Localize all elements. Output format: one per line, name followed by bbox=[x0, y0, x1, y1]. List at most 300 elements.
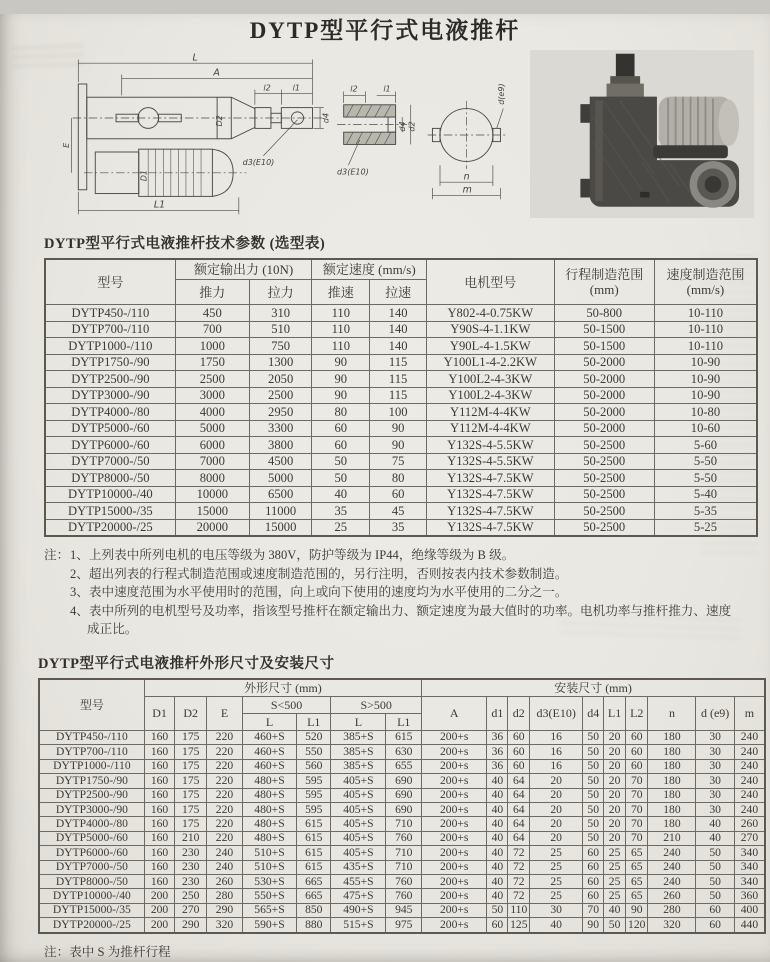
value-cell: 340 bbox=[734, 875, 765, 889]
value-cell: Y90S-4-1.1KW bbox=[427, 321, 554, 338]
value-cell: 385+S bbox=[331, 730, 386, 744]
value-cell: 60 bbox=[487, 918, 508, 933]
value-cell: 595 bbox=[297, 788, 331, 802]
value-cell: 690 bbox=[386, 774, 422, 788]
table-row bbox=[45, 453, 757, 470]
value-cell: 750 bbox=[249, 338, 312, 355]
value-cell: 690 bbox=[386, 788, 422, 802]
value-cell: 20 bbox=[604, 730, 626, 744]
value-cell: 220 bbox=[207, 759, 243, 773]
spec-table-header bbox=[45, 259, 757, 305]
value-cell: 240 bbox=[648, 875, 696, 889]
value-cell: 405+S bbox=[331, 831, 386, 845]
value-cell: 50 bbox=[583, 788, 604, 802]
value-cell: 595 bbox=[297, 774, 331, 788]
value-cell: 240 bbox=[207, 860, 243, 874]
value-cell: 510+S bbox=[242, 860, 296, 874]
value-cell: 50 bbox=[696, 846, 734, 860]
value-cell: 560 bbox=[297, 759, 331, 773]
dimension-table-note: 注：表中 S 为推杆行程 bbox=[44, 944, 171, 959]
value-cell: 200 bbox=[144, 889, 174, 903]
value-cell: 5-35 bbox=[654, 503, 757, 520]
value-cell: 40 bbox=[487, 817, 508, 831]
value-cell: 180 bbox=[648, 817, 696, 831]
value-cell: 20 bbox=[604, 817, 626, 831]
value-cell: 260 bbox=[207, 875, 243, 889]
value-cell: 110 bbox=[312, 321, 370, 338]
model-cell: DYTP20000-/25 bbox=[45, 519, 175, 536]
scanned-catalog-page bbox=[0, 14, 770, 962]
value-cell: 64 bbox=[508, 831, 530, 845]
value-cell: Y132S-4-7.5KW bbox=[427, 486, 554, 503]
model-cell: DYTP5000-/60 bbox=[39, 831, 144, 845]
value-cell: 15000 bbox=[249, 519, 312, 536]
value-cell: 60 bbox=[625, 759, 648, 773]
value-cell: 50 bbox=[583, 803, 604, 817]
dim-label-d4: d4 bbox=[321, 112, 331, 124]
note-item: 3、表中速度范围为水平使用时的范围，向上或向下使用的速度均为水平使用的二分之一。 bbox=[70, 585, 568, 600]
table-row bbox=[45, 354, 757, 371]
model-cell: DYTP15000-/35 bbox=[45, 503, 175, 520]
value-cell: 175 bbox=[175, 774, 207, 788]
table-row bbox=[39, 846, 765, 860]
col-header-L-lt: L bbox=[242, 713, 296, 730]
value-cell: 40 bbox=[487, 889, 508, 903]
value-cell: 665 bbox=[297, 875, 331, 889]
value-cell: 30 bbox=[696, 745, 734, 759]
value-cell: 50 bbox=[696, 889, 734, 903]
page-title: DYTP型平行式电液推杆 bbox=[249, 18, 521, 43]
value-cell: 5-50 bbox=[654, 453, 757, 470]
table-row bbox=[45, 338, 757, 355]
model-cell: DYTP5000-/60 bbox=[45, 420, 175, 437]
value-cell: 50 bbox=[696, 875, 734, 889]
value-cell: 90 bbox=[370, 420, 427, 437]
stroke-range-line2: (mm) bbox=[589, 282, 619, 297]
value-cell: 50 bbox=[583, 730, 604, 744]
value-cell: 200 bbox=[144, 903, 174, 917]
value-cell: 405+S bbox=[331, 774, 386, 788]
value-cell: 320 bbox=[648, 918, 696, 933]
value-cell: 60 bbox=[696, 903, 734, 917]
value-cell: 340 bbox=[734, 846, 765, 860]
value-cell: 160 bbox=[144, 745, 174, 759]
model-cell: DYTP6000-/60 bbox=[45, 437, 175, 454]
value-cell: 90 bbox=[312, 371, 370, 388]
value-cell: 16 bbox=[530, 730, 583, 744]
value-cell: 270 bbox=[734, 831, 765, 845]
value-cell: 50 bbox=[487, 903, 508, 917]
notes-label: 注： bbox=[44, 548, 70, 562]
value-cell: 160 bbox=[144, 860, 174, 874]
ring-view-outline bbox=[428, 101, 505, 169]
value-cell: 405+S bbox=[331, 846, 386, 860]
value-cell: 10-110 bbox=[654, 338, 757, 355]
value-cell: 595 bbox=[297, 803, 331, 817]
value-cell: 240 bbox=[734, 803, 765, 817]
value-cell: 340 bbox=[734, 860, 765, 874]
value-cell: 20 bbox=[530, 817, 583, 831]
col-header-A: A bbox=[422, 696, 487, 730]
value-cell: 615 bbox=[297, 831, 331, 845]
value-cell: 25 bbox=[604, 875, 626, 889]
value-cell: 220 bbox=[207, 745, 243, 759]
value-cell: 50 bbox=[583, 817, 604, 831]
table-row bbox=[39, 889, 765, 903]
value-cell: 75 bbox=[370, 453, 427, 470]
value-cell: 6500 bbox=[249, 486, 312, 503]
value-cell: 60 bbox=[583, 889, 604, 903]
table-row bbox=[45, 321, 757, 338]
dim-label-D2: D2 bbox=[214, 115, 224, 127]
value-cell: 475+S bbox=[331, 889, 386, 903]
value-cell: 385+S bbox=[331, 759, 386, 773]
value-cell: 50-2000 bbox=[554, 371, 654, 388]
value-cell: 90 bbox=[625, 903, 648, 917]
value-cell: 4500 bbox=[249, 453, 312, 470]
value-cell: 6000 bbox=[175, 437, 249, 454]
value-cell: 50 bbox=[312, 453, 370, 470]
value-cell: 200+s bbox=[422, 846, 487, 860]
table-row bbox=[45, 371, 757, 388]
table-row bbox=[39, 745, 765, 759]
value-cell: Y90L-4-1.5KW bbox=[427, 338, 554, 355]
value-cell: 160 bbox=[144, 846, 174, 860]
value-cell: 50-1500 bbox=[554, 321, 654, 338]
value-cell: 25 bbox=[530, 846, 583, 860]
table-row bbox=[39, 903, 765, 917]
value-cell: 530+S bbox=[242, 875, 296, 889]
table-row bbox=[45, 486, 757, 503]
value-cell: 160 bbox=[144, 774, 174, 788]
value-cell: 20 bbox=[604, 774, 626, 788]
value-cell: 36 bbox=[487, 759, 508, 773]
value-cell: 60 bbox=[312, 420, 370, 437]
value-cell: 70 bbox=[625, 774, 648, 788]
col-header-model: 型号 bbox=[39, 679, 144, 731]
value-cell: 60 bbox=[508, 730, 530, 744]
table-row bbox=[39, 759, 765, 773]
value-cell: 480+S bbox=[242, 817, 296, 831]
col-group-outline-dims: 外形尺寸 (mm) bbox=[144, 679, 421, 697]
value-cell: 200+s bbox=[422, 817, 487, 831]
model-cell: DYTP8000-/50 bbox=[45, 470, 175, 487]
value-cell: 25 bbox=[530, 860, 583, 874]
value-cell: 615 bbox=[386, 730, 422, 744]
value-cell: 70 bbox=[625, 831, 648, 845]
value-cell: 460+S bbox=[242, 745, 296, 759]
value-cell: 60 bbox=[312, 437, 370, 454]
value-cell: 64 bbox=[508, 774, 530, 788]
model-cell: DYTP10000-/40 bbox=[45, 486, 175, 503]
value-cell: 480+S bbox=[242, 803, 296, 817]
dim-label-l2: l2 bbox=[263, 83, 271, 93]
value-cell: 200+s bbox=[422, 903, 487, 917]
value-cell: 30 bbox=[530, 903, 583, 917]
value-cell: 240 bbox=[734, 788, 765, 802]
value-cell: 260 bbox=[734, 817, 765, 831]
model-cell: DYTP700-/110 bbox=[39, 745, 144, 759]
value-cell: 140 bbox=[370, 305, 427, 322]
model-cell: DYTP20000-/25 bbox=[39, 918, 144, 933]
value-cell: 115 bbox=[370, 371, 427, 388]
value-cell: 80 bbox=[370, 470, 427, 487]
value-cell: 10-110 bbox=[654, 321, 757, 338]
table-row bbox=[39, 817, 765, 831]
dim-label-ring-m: m bbox=[462, 184, 472, 196]
value-cell: 160 bbox=[144, 875, 174, 889]
table-row bbox=[39, 875, 765, 889]
value-cell: 4000 bbox=[175, 404, 249, 421]
value-cell: 220 bbox=[207, 730, 243, 744]
value-cell: 210 bbox=[175, 831, 207, 845]
value-cell: 50-2000 bbox=[554, 420, 654, 437]
value-cell: 50-2500 bbox=[554, 470, 654, 487]
value-cell: 360 bbox=[734, 889, 765, 903]
product-photo bbox=[524, 50, 760, 218]
value-cell: 180 bbox=[648, 745, 696, 759]
value-cell: 65 bbox=[625, 860, 648, 874]
col-header-d1: d1 bbox=[487, 696, 508, 730]
col-group-s-gt-500: S>500 bbox=[331, 696, 422, 713]
value-cell: 220 bbox=[207, 803, 243, 817]
value-cell: 30 bbox=[696, 730, 734, 744]
dim-label-sec-d4: d4 bbox=[398, 121, 408, 132]
value-cell: Y100L2-4-3KW bbox=[427, 387, 554, 404]
table-row bbox=[45, 470, 757, 487]
value-cell: 60 bbox=[583, 846, 604, 860]
value-cell: 65 bbox=[625, 889, 648, 903]
technical-drawing bbox=[56, 50, 518, 220]
col-header-D1: D1 bbox=[144, 696, 174, 730]
model-cell: DYTP15000-/35 bbox=[39, 903, 144, 917]
col-header-model: 型号 bbox=[45, 259, 175, 305]
value-cell: Y132S-4-5.5KW bbox=[427, 453, 554, 470]
value-cell: 10-90 bbox=[654, 354, 757, 371]
value-cell: 20 bbox=[530, 774, 583, 788]
value-cell: 220 bbox=[207, 831, 243, 845]
value-cell: 72 bbox=[508, 875, 530, 889]
dim-label-sec-l2: l2 bbox=[350, 84, 358, 94]
dim-label-L: L bbox=[192, 52, 198, 64]
col-header-L1-gt: L1 bbox=[386, 713, 422, 730]
value-cell: 70 bbox=[625, 817, 648, 831]
value-cell: 110 bbox=[312, 338, 370, 355]
value-cell: 50-2000 bbox=[554, 354, 654, 371]
value-cell: 70 bbox=[625, 803, 648, 817]
value-cell: 180 bbox=[648, 730, 696, 744]
model-cell: DYTP1000-/110 bbox=[45, 338, 175, 355]
value-cell: 460+S bbox=[242, 730, 296, 744]
value-cell: 110 bbox=[508, 903, 530, 917]
table-row bbox=[39, 788, 765, 802]
value-cell: 10000 bbox=[175, 486, 249, 503]
value-cell: 240 bbox=[734, 774, 765, 788]
table-row bbox=[39, 860, 765, 874]
value-cell: 20 bbox=[604, 803, 626, 817]
value-cell: 200+s bbox=[422, 918, 487, 933]
value-cell: 200+s bbox=[422, 831, 487, 845]
dim-label-A: A bbox=[213, 67, 220, 79]
value-cell: 615 bbox=[297, 817, 331, 831]
value-cell: 615 bbox=[297, 846, 331, 860]
value-cell: 460+S bbox=[242, 759, 296, 773]
value-cell: 65 bbox=[625, 846, 648, 860]
value-cell: 710 bbox=[386, 860, 422, 874]
value-cell: 50 bbox=[312, 470, 370, 487]
dim-label-E: E bbox=[61, 142, 71, 148]
value-cell: 230 bbox=[175, 846, 207, 860]
value-cell: 480+S bbox=[242, 774, 296, 788]
value-cell: 200+s bbox=[422, 889, 487, 903]
value-cell: 945 bbox=[386, 903, 422, 917]
value-cell: 760 bbox=[386, 831, 422, 845]
value-cell: 200+s bbox=[422, 788, 487, 802]
value-cell: 50-1500 bbox=[554, 338, 654, 355]
value-cell: 60 bbox=[370, 486, 427, 503]
model-cell: DYTP2500-/90 bbox=[39, 788, 144, 802]
value-cell: 200+s bbox=[422, 774, 487, 788]
col-header-pull-force: 拉力 bbox=[249, 280, 312, 305]
value-cell: 72 bbox=[508, 846, 530, 860]
dim-label-sec-l1: l1 bbox=[383, 84, 391, 94]
model-cell: DYTP1750-/90 bbox=[45, 354, 175, 371]
value-cell: 435+S bbox=[331, 860, 386, 874]
value-cell: 10-80 bbox=[654, 404, 757, 421]
value-cell: 480+S bbox=[242, 788, 296, 802]
value-cell: 180 bbox=[648, 803, 696, 817]
value-cell: 630 bbox=[386, 745, 422, 759]
value-cell: 200+s bbox=[422, 745, 487, 759]
value-cell: 240 bbox=[734, 759, 765, 773]
value-cell: 160 bbox=[144, 831, 174, 845]
dim-label-L1: L1 bbox=[153, 199, 166, 211]
value-cell: 5000 bbox=[175, 420, 249, 437]
table-row bbox=[39, 803, 765, 817]
value-cell: 40 bbox=[487, 774, 508, 788]
table-row bbox=[45, 503, 757, 520]
value-cell: 35 bbox=[312, 503, 370, 520]
value-cell: 2050 bbox=[249, 371, 312, 388]
value-cell: 230 bbox=[175, 860, 207, 874]
col-header-pull-speed: 拉速 bbox=[370, 280, 427, 305]
dim-label-sec-d3: d3(E10) bbox=[337, 167, 369, 177]
value-cell: 175 bbox=[175, 803, 207, 817]
value-cell: 140 bbox=[370, 338, 427, 355]
value-cell: 405+S bbox=[331, 788, 386, 802]
value-cell: 200+s bbox=[422, 730, 487, 744]
value-cell: 975 bbox=[386, 918, 422, 933]
value-cell: 50-2500 bbox=[554, 486, 654, 503]
stroke-range-line1: 行程制造范围 bbox=[565, 267, 644, 282]
value-cell: 5-25 bbox=[654, 519, 757, 536]
value-cell: 50 bbox=[583, 831, 604, 845]
value-cell: 115 bbox=[370, 354, 427, 371]
value-cell: 180 bbox=[648, 774, 696, 788]
model-cell: DYTP6000-/60 bbox=[39, 846, 144, 860]
value-cell: 60 bbox=[625, 745, 648, 759]
value-cell: 850 bbox=[297, 903, 331, 917]
value-cell: 1750 bbox=[175, 354, 249, 371]
value-cell: 665 bbox=[297, 889, 331, 903]
value-cell: 60 bbox=[583, 860, 604, 874]
value-cell: 700 bbox=[175, 321, 249, 338]
col-group-s-lt-500: S<500 bbox=[242, 696, 331, 713]
value-cell: 240 bbox=[734, 730, 765, 744]
value-cell: 80 bbox=[312, 404, 370, 421]
spec-table bbox=[44, 258, 758, 537]
value-cell: 20 bbox=[604, 831, 626, 845]
value-cell: Y100L2-4-3KW bbox=[427, 371, 554, 388]
value-cell: 200 bbox=[144, 918, 174, 933]
value-cell: 175 bbox=[175, 788, 207, 802]
value-cell: 50 bbox=[696, 860, 734, 874]
value-cell: 50-800 bbox=[554, 305, 654, 322]
value-cell: 565+S bbox=[242, 903, 296, 917]
value-cell: 45 bbox=[370, 503, 427, 520]
col-header-push-speed: 推速 bbox=[312, 280, 370, 305]
value-cell: 160 bbox=[144, 803, 174, 817]
value-cell: 160 bbox=[144, 730, 174, 744]
col-header-d2: d2 bbox=[508, 696, 530, 730]
col-header-L-gt: L bbox=[331, 713, 386, 730]
side-view-dimensions bbox=[72, 59, 324, 214]
value-cell: 50 bbox=[604, 918, 626, 933]
value-cell: 25 bbox=[604, 846, 626, 860]
figure-row bbox=[56, 50, 762, 222]
col-header-D2: D2 bbox=[175, 696, 207, 730]
value-cell: 90 bbox=[370, 437, 427, 454]
value-cell: 240 bbox=[207, 846, 243, 860]
model-cell: DYTP7000-/50 bbox=[39, 860, 144, 874]
value-cell: 2500 bbox=[175, 371, 249, 388]
speed-range-line1: 速度制造范围 bbox=[666, 267, 745, 282]
model-cell: DYTP3000-/90 bbox=[39, 803, 144, 817]
value-cell: 385+S bbox=[331, 745, 386, 759]
table-row bbox=[45, 437, 757, 454]
value-cell: 230 bbox=[175, 875, 207, 889]
value-cell: 160 bbox=[144, 817, 174, 831]
value-cell: 290 bbox=[207, 903, 243, 917]
value-cell: 7000 bbox=[175, 453, 249, 470]
col-header-L1: L1 bbox=[604, 696, 626, 730]
value-cell: 50 bbox=[583, 759, 604, 773]
value-cell: 290 bbox=[175, 918, 207, 933]
table-row bbox=[39, 774, 765, 788]
note-item: 2、超出列表的行程式制造范围或速度制造范围的，另行注明，否则按表内技术参数制造。 bbox=[70, 566, 568, 581]
dim-label-ring-d: d(e9) bbox=[497, 83, 507, 105]
model-cell: DYTP450-/110 bbox=[45, 305, 175, 322]
value-cell: 25 bbox=[604, 860, 626, 874]
value-cell: 10-90 bbox=[654, 371, 757, 388]
value-cell: 520 bbox=[297, 730, 331, 744]
dim-label-D1: D1 bbox=[139, 169, 149, 182]
value-cell: 50-2500 bbox=[554, 519, 654, 536]
value-cell: 480+S bbox=[242, 831, 296, 845]
value-cell: 210 bbox=[648, 831, 696, 845]
value-cell: 310 bbox=[249, 305, 312, 322]
value-cell: 200+s bbox=[422, 875, 487, 889]
table-row bbox=[45, 387, 757, 404]
dim-label-sec-d2: d2 bbox=[407, 121, 417, 132]
value-cell: 72 bbox=[508, 889, 530, 903]
model-cell: DYTP450-/110 bbox=[39, 730, 144, 744]
section-view-outline bbox=[337, 105, 407, 145]
value-cell: 690 bbox=[386, 803, 422, 817]
value-cell: Y112M-4-4KW bbox=[427, 404, 554, 421]
col-header-E: E bbox=[207, 696, 243, 730]
notes bbox=[0, 546, 770, 639]
